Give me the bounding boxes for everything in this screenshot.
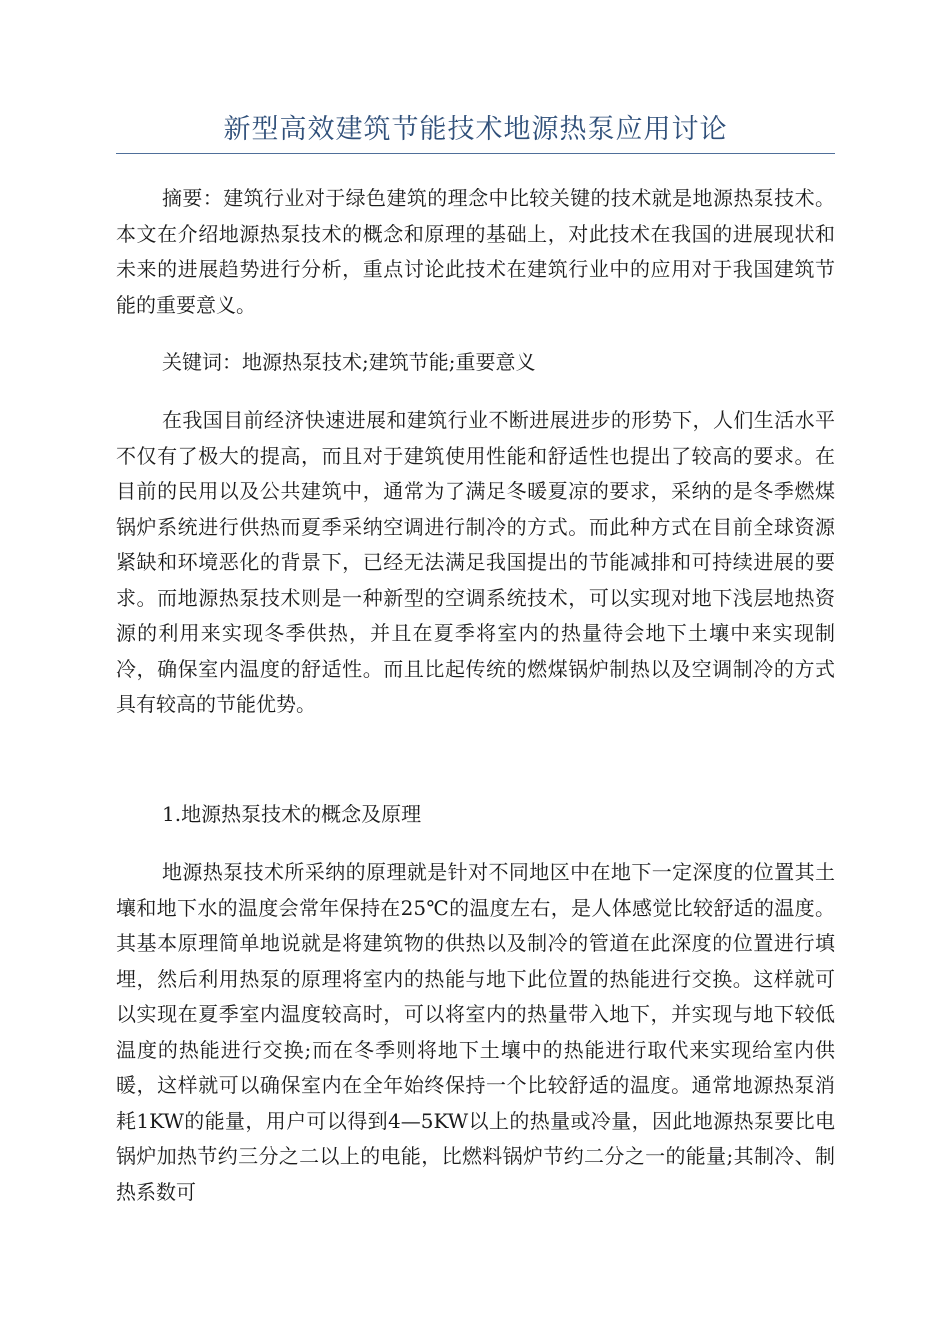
section-paragraph: 地源热泵技术所采纳的原理就是针对不同地区中在地下一定深度的位置其土壤和地下水的温度会常年保持在25℃的温度左右，是人体感觉比较舒适的温度。其基本原理简单地说就是将建筑物的供热以及制冷的管道在此深度的位置进行填埋，然后利用热泵的原理将室内的热能与地下此位置的热能进行交换。这样就可以实现在夏季室内温度较高时，可以将室内的热量带入地下，并实现与地下较低温度的热能进行交换;而在冬季则将地下土壤中的热能进行取代来实现给室内供暖，这样就可以确保室内在全年始终保持一个比较舒适的温度。通常地源热泵消耗1KW的能量，用户可以得到4—5KW以上的热量或冷量，因此地源热泵要比电锅炉加热节约三分之二以上的电能，比燃料锅炉节约二分之一的能量;其制冷、制热系数可 [116, 860, 835, 1204]
section-heading: 1.地源热泵技术的概念及原理 [162, 802, 422, 826]
title-underline [116, 153, 835, 154]
abstract-paragraph: 摘要：建筑行业对于绿色建筑的理念中比较关键的技术就是地源热泵技术。本文在介绍地源热泵技术的概念和原理的基础上，对此技术在我国的进展现状和未来的进展趋势进行分析，重点讨论此技术在建筑行业中的应用对于我国建筑节能的重要意义。 [116, 186, 835, 317]
document-title: 新型高效建筑节能技术地源热泵应用讨论 [223, 114, 728, 145]
keywords-paragraph: 关键词：地源热泵技术;建筑节能;重要意义 [162, 350, 536, 374]
intro-paragraph: 在我国目前经济快速进展和建筑行业不断进展进步的形势下，人们生活水平不仅有了极大的提高，而且对于建筑使用性能和舒适性也提出了较高的要求。在目前的民用以及公共建筑中，通常为了满足冬暖夏凉的要求，采纳的是冬季燃煤锅炉系统进行供热而夏季采纳空调进行制冷的方式。而此种方式在目前全球资源紧缺和环境恶化的背景下，已经无法满足我国提出的节能减排和可持续进展的要求。而地源热泵技术则是一种新型的空调系统技术，可以实现对地下浅层地热资源的利用来实现冬季供热，并且在夏季将室内的热量待会地下土壤中来实现制冷，确保室内温度的舒适性。而且比起传统的燃煤锅炉制热以及空调制冷的方式具有较高的节能优势。 [116, 408, 835, 716]
